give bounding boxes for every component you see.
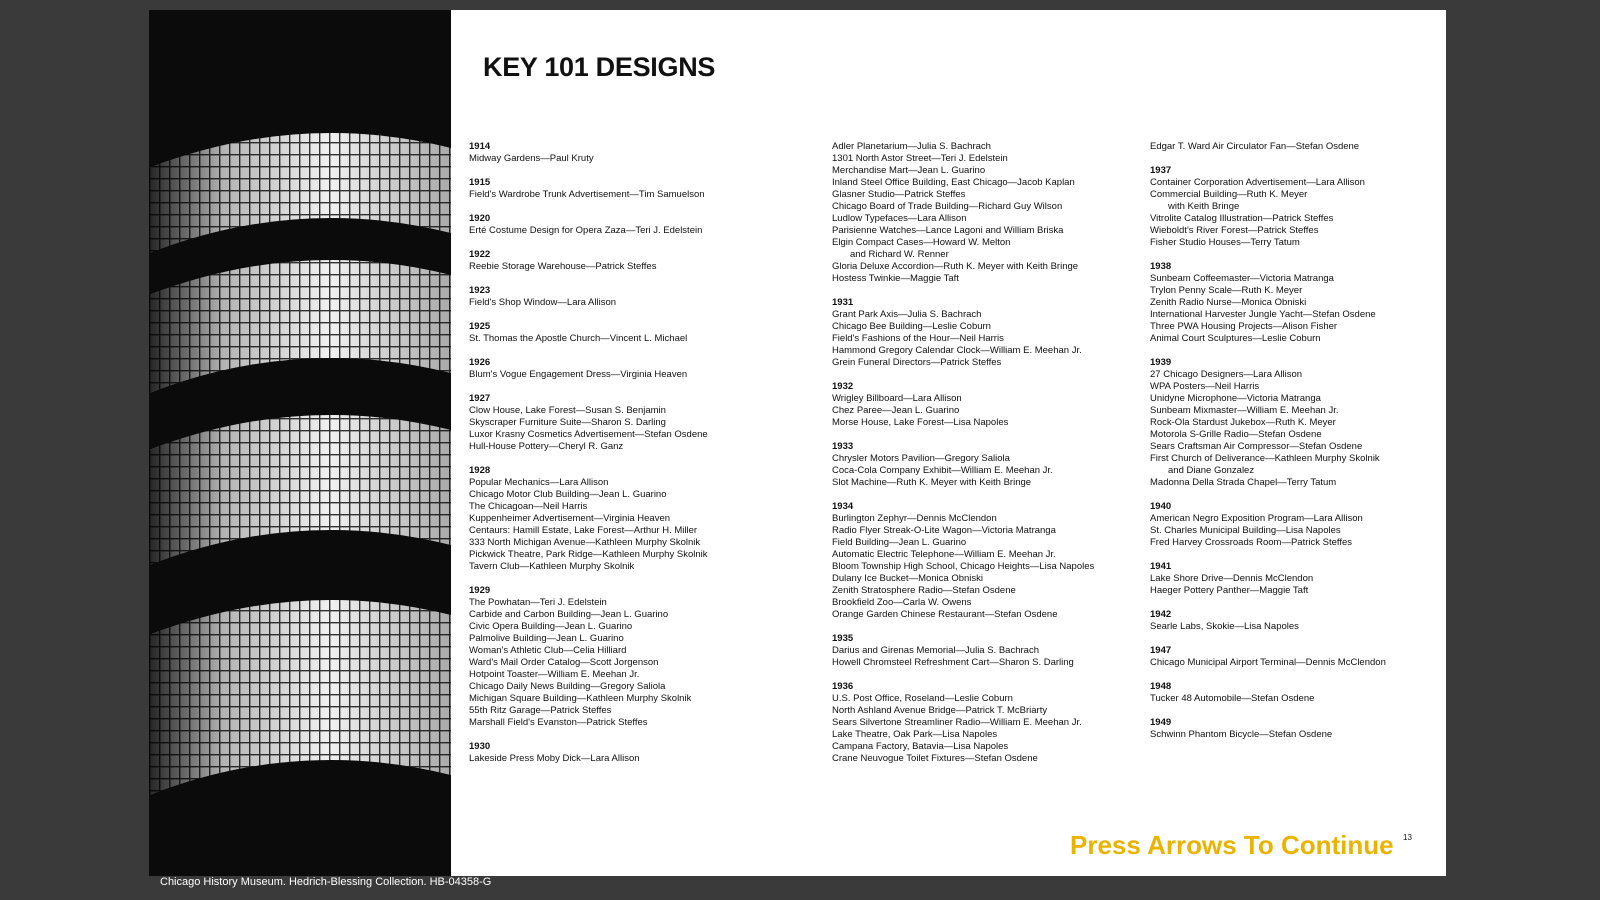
design-entry: Lakeside Press Moby Dick—Lara Allison <box>469 753 640 764</box>
design-entry: Carbide and Carbon Building—Jean L. Guarino <box>469 609 669 620</box>
year-heading: 1931 <box>832 297 854 308</box>
design-entry: 333 North Michigan Avenue—Kathleen Murphy Skolnik <box>469 537 701 548</box>
design-entry: International Harvester Jungle Yacht—Stefan Osdene <box>1150 309 1376 320</box>
year-heading: 1925 <box>469 321 491 332</box>
design-entry: Fisher Studio Houses—Terry Tatum <box>1150 237 1300 248</box>
year-section <box>832 501 1132 621</box>
year-heading: 1914 <box>469 141 491 152</box>
year-heading: 1930 <box>469 741 491 752</box>
design-entry: Field's Wardrobe Trunk Advertisement—Tim Samuelson <box>469 189 705 200</box>
design-entry: and Diane Gonzalez <box>1168 465 1255 476</box>
design-entry: St. Thomas the Apostle Church—Vincent L. Michael <box>469 333 688 344</box>
design-entry: Zenith Stratosphere Radio—Stefan Osdene <box>832 585 1016 596</box>
year-section <box>832 381 1132 429</box>
design-entry: Three PWA Housing Projects—Alison Fisher <box>1150 321 1338 332</box>
year-section <box>1150 561 1440 597</box>
page-title: KEY 101 DESIGNS <box>483 52 716 82</box>
year-heading: 1939 <box>1150 357 1172 368</box>
design-entry: Burlington Zephyr—Dennis McClendon <box>832 513 997 524</box>
design-entry: Chicago Motor Club Building—Jean L. Guarino <box>469 489 667 500</box>
design-entry: Edgar T. Ward Air Circulator Fan—Stefan Osdene <box>1150 141 1360 152</box>
year-heading: 1915 <box>469 177 491 188</box>
design-entry: Hostess Twinkie—Maggie Taft <box>832 273 959 284</box>
design-entry: 1301 North Astor Street—Teri J. Edelstein <box>832 153 1008 164</box>
design-entry: Midway Gardens—Paul Kruty <box>469 153 594 164</box>
design-entry: The Chicagoan—Neil Harris <box>469 501 588 512</box>
design-entry: Gloria Deluxe Accordion—Ruth K. Meyer with Keith Bringe <box>832 261 1079 272</box>
design-entry: Erté Costume Design for Opera Zaza—Teri J. Edelstein <box>469 225 703 236</box>
year-heading: 1940 <box>1150 501 1172 512</box>
design-entry: Woman's Athletic Club—Celia Hilliard <box>469 645 627 656</box>
design-entry: Unidyne Microphone—Victoria Matranga <box>1150 393 1321 404</box>
design-entry: Field Building—Jean L. Guarino <box>832 537 967 548</box>
design-entry: Ludlow Typefaces—Lara Allison <box>832 213 967 224</box>
year-section <box>832 297 1132 369</box>
design-entry: Kuppenheimer Advertisement—Virginia Heaven <box>469 513 671 524</box>
design-entry: Field's Fashions of the Hour—Neil Harris <box>832 333 1004 344</box>
building-photo <box>149 10 451 876</box>
design-entry: Vitrolite Catalog Illustration—Patrick Steffes <box>1150 213 1334 224</box>
design-entry: Elgin Compact Cases—Howard W. Melton <box>832 237 1011 248</box>
year-section <box>1150 141 1440 153</box>
design-entry: 27 Chicago Designers—Lara Allison <box>1150 369 1303 380</box>
year-heading: 1936 <box>832 681 854 692</box>
design-entry: Motorola S-Grille Radio—Stefan Osdene <box>1150 429 1322 440</box>
design-entry: Animal Court Sculptures—Leslie Coburn <box>1150 333 1321 344</box>
design-entry: Merchandise Mart—Jean L. Guarino <box>832 165 986 176</box>
slide-page <box>149 10 1446 876</box>
year-section <box>1150 261 1440 345</box>
year-heading: 1938 <box>1150 261 1172 272</box>
year-heading: 1941 <box>1150 561 1172 572</box>
design-entry: Lake Shore Drive—Dennis McClendon <box>1150 573 1314 584</box>
design-entry: Sears Silvertone Streamliner Radio—William E. Meehan Jr. <box>832 717 1082 728</box>
design-entry: Searle Labs, Skokie—Lisa Napoles <box>1150 621 1299 632</box>
year-section <box>1150 717 1440 741</box>
design-entry: Howell Chromsteel Refreshment Cart—Sharon S. Darling <box>832 657 1074 668</box>
design-entry: Coca-Cola Company Exhibit—William E. Meehan Jr. <box>832 465 1053 476</box>
design-entry: Michigan Square Building—Kathleen Murphy Skolnik <box>469 693 692 704</box>
design-entry: Automatic Electric Telephone—William E. Meehan Jr. <box>832 549 1056 560</box>
year-section <box>1150 645 1440 669</box>
design-entry: Rock-Ola Stardust Jukebox—Ruth K. Meyer <box>1150 417 1336 428</box>
design-entry: Grein Funeral Directors—Patrick Steffes <box>832 357 1002 368</box>
year-section <box>1150 609 1440 633</box>
design-entry: 55th Ritz Garage—Patrick Steffes <box>469 705 612 716</box>
year-section <box>832 633 1132 669</box>
design-entry: Lake Theatre, Oak Park—Lisa Napoles <box>832 729 998 740</box>
year-section <box>469 249 819 273</box>
design-entry: Civic Opera Building—Jean L. Guarino <box>469 621 633 632</box>
year-section <box>1150 501 1440 549</box>
design-entry: St. Charles Municipal Building—Lisa Napoles <box>1150 525 1341 536</box>
design-entry: Pickwick Theatre, Park Ridge—Kathleen Murphy Skolnik <box>469 549 708 560</box>
year-heading: 1934 <box>832 501 854 512</box>
design-entry: Inland Steel Office Building, East Chicago—Jacob Kaplan <box>832 177 1075 188</box>
design-entry: Wrigley Billboard—Lara Allison <box>832 393 962 404</box>
design-entry: Hammond Gregory Calendar Clock—William E. Meehan Jr. <box>832 345 1082 356</box>
design-entry: Sears Craftsman Air Compressor—Stefan Osdene <box>1150 441 1363 452</box>
year-heading: 1937 <box>1150 165 1172 176</box>
year-section <box>469 213 819 237</box>
design-entry: Sunbeam Coffeemaster—Victoria Matranga <box>1150 273 1334 284</box>
year-section <box>832 141 1132 285</box>
designs-column-2 <box>832 141 1132 777</box>
design-entry: Adler Planetarium—Julia S. Bachrach <box>832 141 991 152</box>
design-entry: Marshall Field's Evanston—Patrick Steffes <box>469 717 648 728</box>
design-entry: Blum's Vogue Engagement Dress—Virginia Heaven <box>469 369 688 380</box>
year-section <box>832 681 1132 765</box>
year-heading: 1932 <box>832 381 854 392</box>
design-entry: Commercial Building—Ruth K. Meyer <box>1150 189 1308 200</box>
design-entry: Zenith Radio Nurse—Monica Obniski <box>1150 297 1307 308</box>
design-entry: Fred Harvey Crossroads Room—Patrick Steffes <box>1150 537 1353 548</box>
design-entry: Centaurs: Hamill Estate, Lake Forest—Arthur H. Miller <box>469 525 698 536</box>
year-section <box>469 357 819 381</box>
design-entry: Bloom Township High School, Chicago Heights—Lisa Napoles <box>832 561 1095 572</box>
year-section <box>469 465 819 573</box>
year-heading: 1942 <box>1150 609 1172 620</box>
year-heading: 1928 <box>469 465 491 476</box>
design-entry: Madonna Della Strada Chapel—Terry Tatum <box>1150 477 1337 488</box>
year-heading: 1920 <box>469 213 491 224</box>
design-entry: Chez Paree—Jean L. Guarino <box>832 405 960 416</box>
year-section <box>469 285 819 309</box>
year-section <box>469 585 819 729</box>
design-entry: Hotpoint Toaster—William E. Meehan Jr. <box>469 669 640 680</box>
design-entry: Field's Shop Window—Lara Allison <box>469 297 617 308</box>
design-entry: Crane Neuvogue Toilet Fixtures—Stefan Osdene <box>832 753 1038 764</box>
designs-column-3 <box>1150 141 1440 753</box>
design-entry: Clow House, Lake Forest—Susan S. Benjamin <box>469 405 666 416</box>
year-heading: 1948 <box>1150 681 1172 692</box>
design-entry: Ward's Mail Order Catalog—Scott Jorgenson <box>469 657 659 668</box>
design-entry: Darius and Girenas Memorial—Julia S. Bachrach <box>832 645 1039 656</box>
design-entry: First Church of Deliverance—Kathleen Murphy Skolnik <box>1150 453 1380 464</box>
design-entry: Hull-House Pottery—Cheryl R. Ganz <box>469 441 624 452</box>
year-heading: 1947 <box>1150 645 1172 656</box>
design-entry: Wieboldt's River Forest—Patrick Steffes <box>1150 225 1319 236</box>
design-entry: Dulany Ice Bucket—Monica Obniski <box>832 573 984 584</box>
year-section <box>1150 681 1440 705</box>
design-entry: Morse House, Lake Forest—Lisa Napoles <box>832 417 1009 428</box>
year-section <box>469 141 819 165</box>
design-entry: Chicago Bee Building—Leslie Coburn <box>832 321 991 332</box>
design-entry: Schwinn Phantom Bicycle—Stefan Osdene <box>1150 729 1333 740</box>
designs-column-1 <box>469 141 819 777</box>
year-section <box>832 441 1132 489</box>
year-heading: 1949 <box>1150 717 1172 728</box>
design-entry: The Powhatan—Teri J. Edelstein <box>469 597 607 608</box>
year-heading: 1923 <box>469 285 491 296</box>
year-heading: 1929 <box>469 585 491 596</box>
design-entry: Trylon Penny Scale—Ruth K. Meyer <box>1150 285 1303 296</box>
year-section <box>1150 165 1440 249</box>
year-heading: 1922 <box>469 249 491 260</box>
design-entry: Haeger Pottery Panther—Maggie Taft <box>1150 585 1309 596</box>
design-entry: Chicago Daily News Building—Gregory Saliola <box>469 681 666 692</box>
design-entry: Brookfield Zoo—Carla W. Owens <box>832 597 972 608</box>
design-entry: WPA Posters—Neil Harris <box>1150 381 1260 392</box>
design-entry: Tucker 48 Automobile—Stefan Osdene <box>1150 693 1315 704</box>
design-entry: Popular Mechanics—Lara Allison <box>469 477 609 488</box>
design-entry: Chicago Board of Trade Building—Richard Guy Wilson <box>832 201 1063 212</box>
photo-credit: Chicago History Museum. Hedrich-Blessing Collection. HB-04358-G <box>160 876 492 888</box>
design-entry: North Ashland Avenue Bridge—Patrick T. McBriarty <box>832 705 1048 716</box>
design-entry: Glasner Studio—Patrick Steffes <box>832 189 966 200</box>
design-entry: Container Corporation Advertisement—Lara Allison <box>1150 177 1365 188</box>
design-entry: American Negro Exposition Program—Lara Allison <box>1150 513 1363 524</box>
design-entry: Grant Park Axis—Julia S. Bachrach <box>832 309 982 320</box>
year-heading: 1933 <box>832 441 854 452</box>
year-section <box>1150 357 1440 489</box>
design-entry: with Keith Bringe <box>1168 201 1240 212</box>
design-entry: Palmolive Building—Jean L. Guarino <box>469 633 624 644</box>
design-entry: U.S. Post Office, Roseland—Leslie Coburn <box>832 693 1013 704</box>
design-entry: Sunbeam Mixmaster—William E. Meehan Jr. <box>1150 405 1339 416</box>
year-heading: 1926 <box>469 357 491 368</box>
design-entry: Luxor Krasny Cosmetics Advertisement—Stefan Osdene <box>469 429 708 440</box>
design-entry: Reebie Storage Warehouse—Patrick Steffes <box>469 261 657 272</box>
design-entry: Skyscraper Furniture Suite—Sharon S. Darling <box>469 417 666 428</box>
design-entry: Chrysler Motors Pavilion—Gregory Saliola <box>832 453 1010 464</box>
page-number: 13 <box>1403 833 1412 842</box>
year-heading: 1927 <box>469 393 491 404</box>
design-entry: Slot Machine—Ruth K. Meyer with Keith Bringe <box>832 477 1032 488</box>
year-section <box>469 741 819 765</box>
design-entry: Orange Garden Chinese Restaurant—Stefan Osdene <box>832 609 1058 620</box>
year-heading: 1935 <box>832 633 854 644</box>
design-entry: Radio Flyer Streak-O-Lite Wagon—Victoria Matranga <box>832 525 1056 536</box>
design-entry: Campana Factory, Batavia—Lisa Napoles <box>832 741 1009 752</box>
design-entry: and Richard W. Renner <box>850 249 949 260</box>
design-entry: Chicago Municipal Airport Terminal—Dennis McClendon <box>1150 657 1386 668</box>
continue-prompt[interactable]: Press Arrows To Continue <box>1070 830 1394 860</box>
design-entry: Parisienne Watches—Lance Lagoni and William Briska <box>832 225 1064 236</box>
design-entry: Tavern Club—Kathleen Murphy Skolnik <box>469 561 635 572</box>
year-section <box>469 393 819 453</box>
year-section <box>469 177 819 201</box>
year-section <box>469 321 819 345</box>
